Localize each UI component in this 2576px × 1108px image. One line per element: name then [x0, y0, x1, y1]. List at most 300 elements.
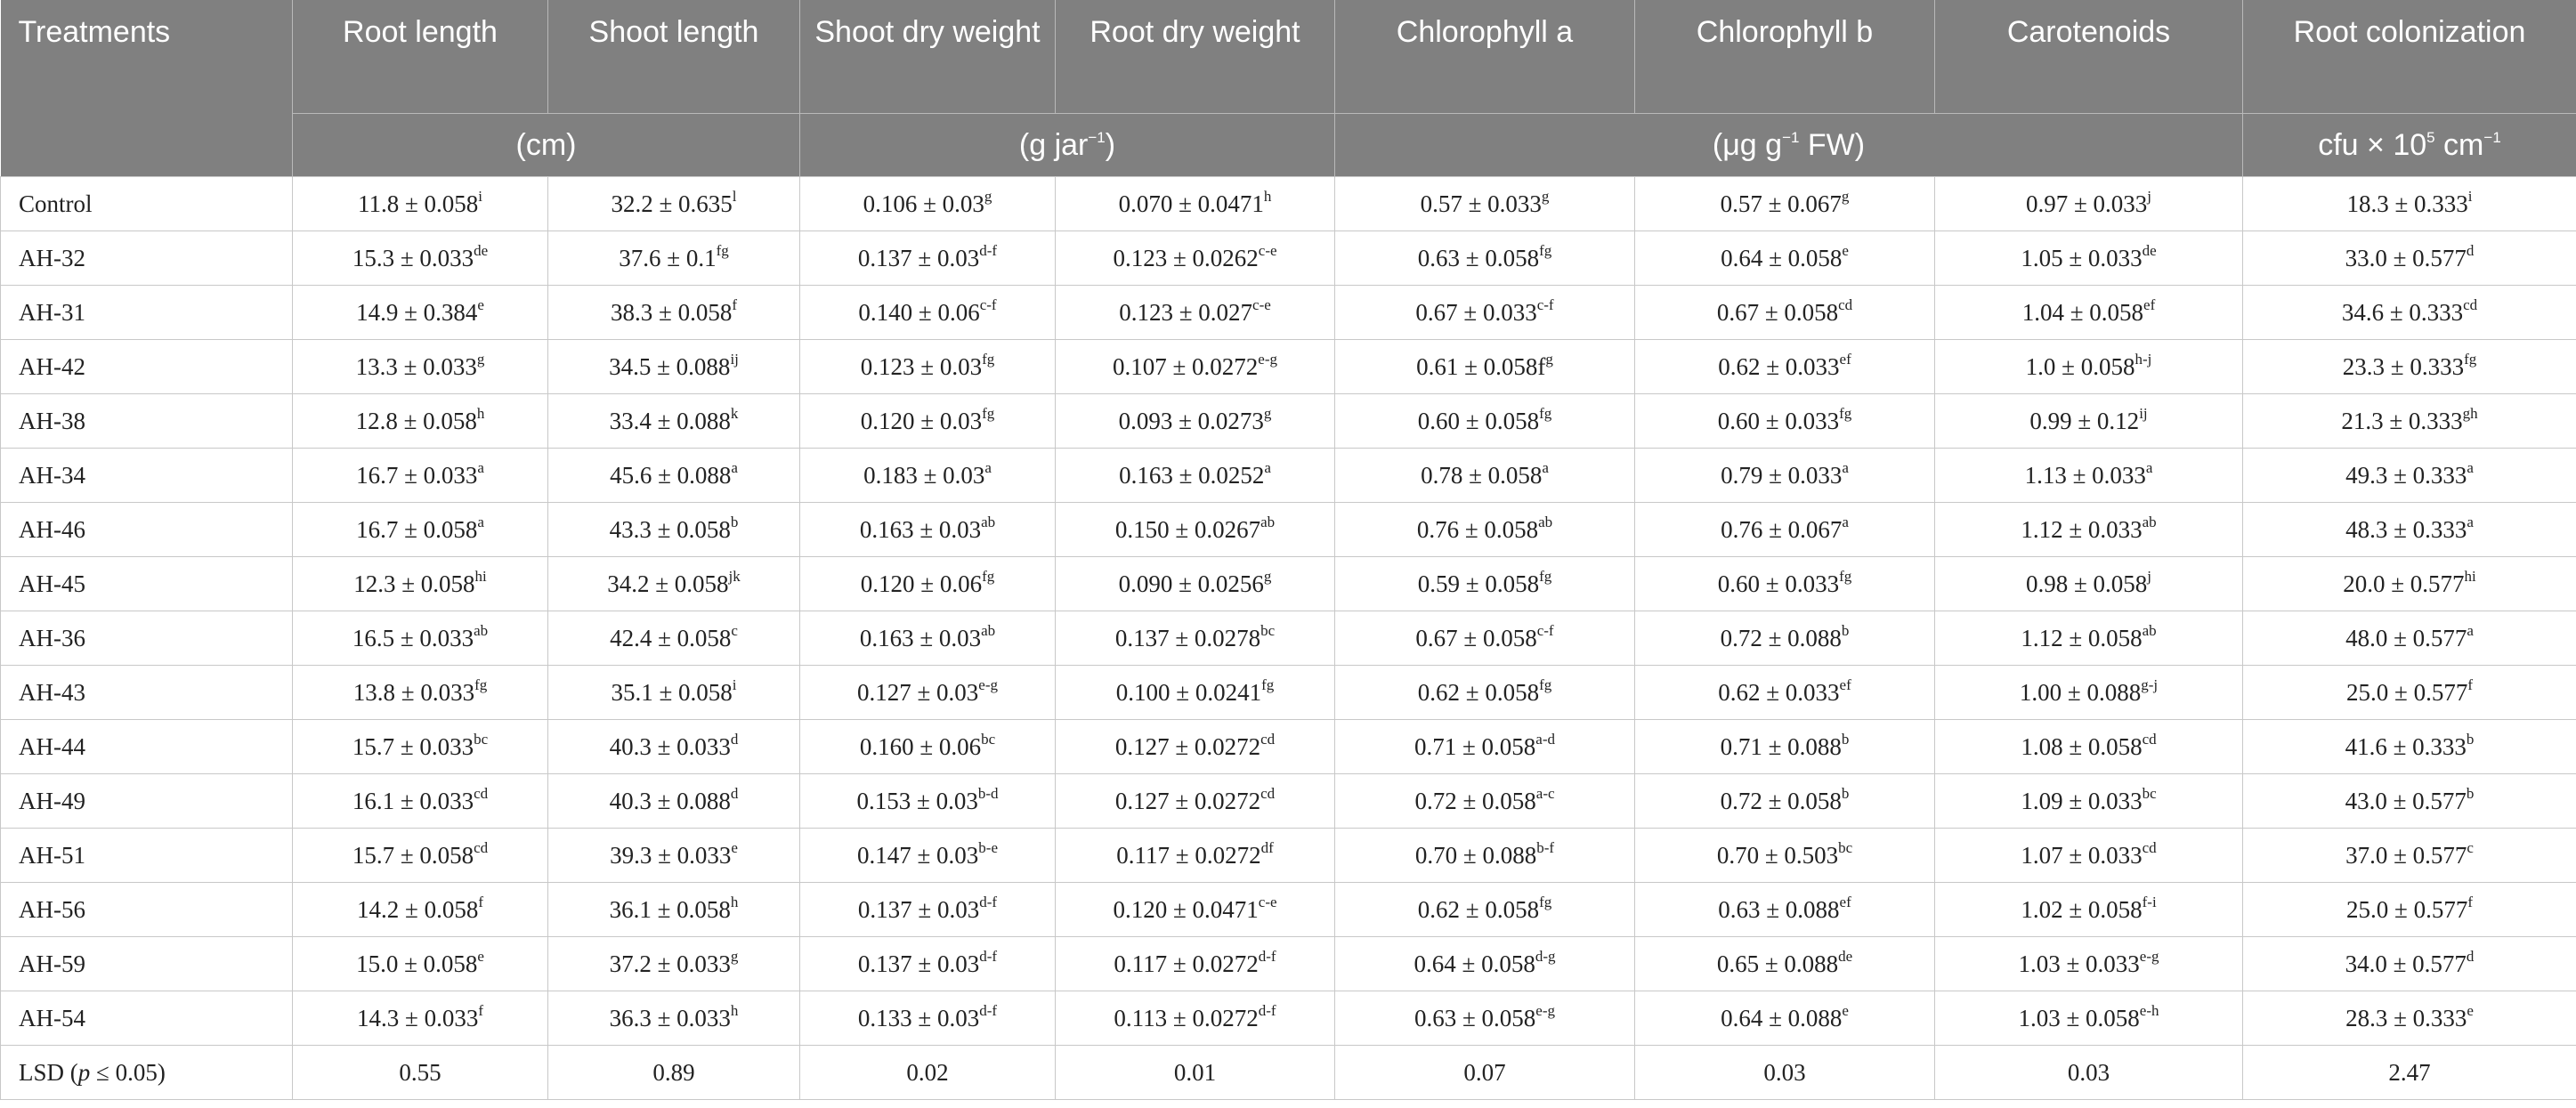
table-cell: [800, 991, 1056, 1046]
significance-letter: c-e: [1258, 893, 1277, 910]
significance-letter: bc: [474, 730, 489, 748]
cell-value: 25.0 ± 0.577: [2346, 895, 2468, 923]
cell-value: 0.65 ± 0.088: [1716, 950, 1839, 977]
significance-letter: g: [984, 187, 992, 205]
cell-value: 35.1 ± 0.058: [611, 678, 733, 706]
table-row: [1, 177, 2576, 231]
significance-letter: c-f: [979, 295, 997, 313]
unit-colonization: cfu × $10^5$ $cm^{-1}$: [2243, 114, 2576, 177]
treatment-name: AH-46: [1, 503, 293, 557]
significance-letter: fg: [982, 350, 995, 368]
cell-value: 0.70 ± 0.503: [1716, 841, 1839, 869]
cell-value: 0.67 ± 0.033: [1415, 298, 1537, 326]
table-cell: [1056, 557, 1335, 611]
significance-letter: f: [2467, 893, 2473, 910]
cell-value: 38.3 ± 0.058: [611, 298, 733, 326]
significance-letter: g: [1541, 187, 1550, 205]
cell-value: 0.97 ± 0.033: [2025, 190, 2148, 217]
cell-value: 0.127 ± 0.0272: [1114, 732, 1261, 760]
table-cell: [1935, 829, 2243, 883]
cell-value: 0.57 ± 0.033: [1420, 190, 1542, 217]
cell-value: 1.03 ± 0.033: [2018, 950, 2140, 977]
significance-letter: i: [478, 187, 483, 205]
table-cell: [1935, 774, 2243, 829]
cell-value: 1.13 ± 0.033: [2024, 461, 2146, 489]
table-cell: [1635, 231, 1935, 286]
treatment-name: AH-54: [1, 991, 293, 1046]
cell-value: 0.79 ± 0.033: [1721, 461, 1843, 489]
cell-value: 14.9 ± 0.384: [356, 298, 478, 326]
treatment-name: AH-36: [1, 611, 293, 666]
cell-value: 0.64 ± 0.088: [1721, 1004, 1843, 1031]
significance-letter: ef: [1839, 350, 1851, 368]
significance-letter: a: [477, 513, 484, 530]
significance-letter: g: [1545, 350, 1553, 368]
significance-letter: b-d: [977, 784, 999, 802]
cell-value: 0.160 ± 0.06: [859, 732, 982, 760]
cell-value: 0.163 ± 0.03: [859, 515, 982, 543]
table-cell: [1335, 883, 1635, 937]
cell-value: 0.070 ± 0.0471: [1118, 190, 1264, 217]
cell-value: 36.3 ± 0.033: [609, 1004, 731, 1031]
table-row: [1, 611, 2576, 666]
cell-value: 1.0 ± 0.058: [2025, 352, 2135, 380]
significance-letter: g: [1841, 187, 1850, 205]
cell-value: 0.100 ± 0.0241: [1115, 678, 1262, 706]
cell-value: 0.117 ± 0.0272: [1114, 950, 1259, 977]
significance-letter: ab: [2142, 513, 2157, 530]
significance-letter: d-f: [1258, 947, 1276, 965]
table-cell: [1635, 829, 1935, 883]
table-cell: [1935, 720, 2243, 774]
table-cell: [548, 231, 800, 286]
table-cell: [1335, 720, 1635, 774]
table-cell: [800, 231, 1056, 286]
cell-value: 40.3 ± 0.033: [609, 732, 731, 760]
significance-letter: e-g: [978, 675, 999, 693]
cell-value: 0.093 ± 0.0273: [1118, 407, 1264, 434]
cell-value: 32.2 ± 0.635: [611, 190, 733, 217]
table-cell: [293, 557, 548, 611]
table-row: [1, 231, 2576, 286]
significance-letter: d: [730, 730, 739, 748]
table-cell: [548, 557, 800, 611]
table-cell: [800, 340, 1056, 394]
table-cell: [1635, 774, 1935, 829]
cell-value: 0.62 ± 0.033: [1718, 352, 1840, 380]
cell-value: 43.0 ± 0.577: [2345, 787, 2467, 814]
significance-letter: d-g: [1535, 947, 1556, 965]
significance-letter: ab: [981, 621, 996, 639]
cell-value: 0.71 ± 0.058: [1414, 732, 1536, 760]
table-cell: [2243, 720, 2576, 774]
table-cell: [1335, 231, 1635, 286]
significance-letter: ab: [1538, 513, 1553, 530]
table-cell: [293, 286, 548, 340]
table-cell: [1335, 991, 1635, 1046]
unit-length: (cm): [293, 114, 800, 177]
cell-value: 0.150 ± 0.0267: [1114, 515, 1261, 543]
cell-value: 12.8 ± 0.058: [355, 407, 477, 434]
table-cell: [293, 231, 548, 286]
significance-letter: ef: [2143, 295, 2156, 313]
table-cell: [293, 720, 548, 774]
treatment-name: AH-38: [1, 394, 293, 449]
significance-letter: j: [2147, 567, 2152, 585]
cell-value: 0.117 ± 0.0272: [1116, 841, 1261, 869]
table-cell: [548, 340, 800, 394]
significance-letter: a-c: [1535, 784, 1555, 802]
treatment-name: AH-42: [1, 340, 293, 394]
cell-value: 0.59 ± 0.058: [1417, 570, 1540, 597]
significance-letter: b: [1841, 621, 1850, 639]
treatment-name: AH-49: [1, 774, 293, 829]
cell-value: 39.3 ± 0.033: [610, 841, 732, 869]
cell-value: 0.127 ± 0.03: [856, 678, 979, 706]
table-cell: [1935, 286, 2243, 340]
significance-letter: ab: [474, 621, 489, 639]
cell-value: 0.120 ± 0.03: [860, 407, 983, 434]
table-cell: [1056, 720, 1335, 774]
cell-value: 36.1 ± 0.058: [609, 895, 731, 923]
table-cell: [1935, 666, 2243, 720]
table-cell: [1056, 177, 1335, 231]
significance-letter: a: [2467, 513, 2474, 530]
table-cell: [293, 394, 548, 449]
table-cell: [548, 666, 800, 720]
table-cell: [800, 883, 1056, 937]
cell-value: 0.60 ± 0.058: [1417, 407, 1540, 434]
significance-letter: fg: [1539, 675, 1552, 693]
cell-value: 0.107 ± 0.0272: [1112, 352, 1259, 380]
cell-value: 0.140 ± 0.06: [858, 298, 980, 326]
cell-value: 20.0 ± 0.577: [2343, 570, 2465, 597]
column-header-root-colonization: Root colonization: [2243, 0, 2576, 114]
table-row: [1, 883, 2576, 937]
significance-letter: c-e: [1252, 295, 1271, 313]
column-header-treatments: Treatments: [1, 0, 293, 177]
significance-letter: fg: [474, 675, 488, 693]
cell-value: 1.09 ± 0.033: [2021, 787, 2143, 814]
significance-letter: a: [1842, 513, 1849, 530]
significance-letter: d: [730, 784, 739, 802]
cell-value: 48.0 ± 0.577: [2345, 624, 2467, 651]
significance-letter: c-e: [1258, 241, 1277, 259]
cell-value: 45.6 ± 0.088: [610, 461, 732, 489]
cell-value: 23.3 ± 0.333: [2342, 352, 2465, 380]
significance-letter: d-f: [979, 1001, 998, 1019]
table-cell: [1635, 286, 1935, 340]
cell-value: 0.72 ± 0.058: [1414, 787, 1536, 814]
cell-value: 15.3 ± 0.033: [352, 244, 474, 271]
table-cell: [1635, 340, 1935, 394]
significance-letter: ef: [1839, 893, 1851, 910]
treatment-name: AH-31: [1, 286, 293, 340]
table-cell: [293, 666, 548, 720]
table-cell: [1935, 991, 2243, 1046]
cell-value: 1.04 ± 0.058: [2021, 298, 2144, 326]
significance-letter: d-f: [979, 893, 998, 910]
table-cell: [800, 286, 1056, 340]
cell-value: 0.163 ± 0.03: [859, 624, 982, 651]
cell-value: 0.64 ± 0.058: [1721, 244, 1843, 271]
cell-value: 0.120 ± 0.06: [860, 570, 983, 597]
significance-letter: g-j: [2141, 675, 2159, 693]
significance-letter: a: [984, 458, 992, 476]
significance-letter: e: [1842, 241, 1849, 259]
table-cell: [293, 611, 548, 666]
significance-letter: b: [2466, 730, 2475, 748]
table-cell: [548, 991, 800, 1046]
table-cell: [2243, 449, 2576, 503]
table-cell: [800, 394, 1056, 449]
table-cell: [1335, 829, 1635, 883]
significance-letter: ij: [2139, 404, 2148, 422]
significance-letter: i: [732, 675, 737, 693]
cell-value: 1.07 ± 0.033: [2021, 841, 2143, 869]
table-cell: [1635, 883, 1935, 937]
significance-letter: bc: [1838, 838, 1853, 856]
significance-letter: f: [478, 893, 483, 910]
cell-value: 0.127 ± 0.0272: [1114, 787, 1261, 814]
significance-letter: g: [1263, 404, 1272, 422]
table-cell: [1935, 394, 2243, 449]
significance-letter: bc: [1260, 621, 1276, 639]
table-cell: [1935, 340, 2243, 394]
table-cell: [2243, 666, 2576, 720]
significance-letter: e-g: [2139, 947, 2159, 965]
table-cell: [1935, 937, 2243, 991]
significance-letter: cd: [2463, 295, 2478, 313]
cell-value: 0.71 ± 0.088: [1720, 732, 1842, 760]
table-cell: [1935, 231, 2243, 286]
table-cell: [1935, 883, 2243, 937]
cell-value: 16.7 ± 0.033: [356, 461, 478, 489]
significance-letter: c: [731, 621, 738, 639]
table-cell: [548, 774, 800, 829]
table-cell: [2243, 177, 2576, 231]
cell-value: 15.0 ± 0.058: [356, 950, 478, 977]
significance-letter: gh: [2462, 404, 2478, 422]
table-cell: [2243, 611, 2576, 666]
significance-letter: e-h: [2139, 1001, 2159, 1019]
significance-letter: e: [1842, 1001, 1849, 1019]
cell-value: 0.123 ± 0.027: [1119, 298, 1253, 326]
table-cell: [1335, 177, 1635, 231]
cell-value: 1.05 ± 0.033: [2021, 244, 2143, 271]
table-cell: [800, 449, 1056, 503]
cell-value: 0.62 ± 0.033: [1718, 678, 1840, 706]
cell-value: 34.2 ± 0.058: [607, 570, 729, 597]
treatment-name: AH-32: [1, 231, 293, 286]
table-cell: [1056, 937, 1335, 991]
table-row: [1, 340, 2576, 394]
cell-value: 33.0 ± 0.577: [2345, 244, 2467, 271]
significance-letter: d: [2466, 947, 2475, 965]
column-header-shoot-dry-weight: Shoot dry weight: [800, 0, 1056, 114]
treatment-name: AH-43: [1, 666, 293, 720]
significance-letter: c-f: [1536, 621, 1554, 639]
cell-value: 18.3 ± 0.333: [2346, 190, 2468, 217]
table-cell: [548, 286, 800, 340]
table-cell: [293, 883, 548, 937]
table-cell: [1635, 937, 1935, 991]
significance-letter: jk: [728, 567, 741, 585]
cell-value: 16.1 ± 0.033: [352, 787, 474, 814]
table-cell: [1056, 394, 1335, 449]
column-header-chlorophyll-a: Chlorophyll a: [1335, 0, 1635, 114]
significance-letter: e: [2467, 1001, 2474, 1019]
cell-value: 0.137 ± 0.0278: [1114, 624, 1261, 651]
table-cell: [1335, 937, 1635, 991]
cell-value: 0.67 ± 0.058: [1716, 298, 1839, 326]
table-cell: [2243, 231, 2576, 286]
significance-letter: d-f: [979, 241, 998, 259]
lsd-value: 0.55: [293, 1046, 548, 1100]
cell-value: 37.0 ± 0.577: [2345, 841, 2467, 869]
table-cell: [1056, 231, 1335, 286]
cell-value: 0.113 ± 0.0272: [1114, 1004, 1259, 1031]
table-cell: [1335, 503, 1635, 557]
table-cell: [1335, 340, 1635, 394]
significance-letter: ab: [981, 513, 996, 530]
significance-letter: a: [731, 458, 738, 476]
table-cell: [800, 829, 1056, 883]
cell-value: 0.62 ± 0.058: [1417, 678, 1540, 706]
cell-value: 1.02 ± 0.058: [2021, 895, 2143, 923]
significance-letter: b: [1841, 784, 1850, 802]
significance-letter: b: [1841, 730, 1850, 748]
cell-value: 0.76 ± 0.058: [1416, 515, 1539, 543]
cell-value: 0.090 ± 0.0256: [1118, 570, 1264, 597]
cell-value: 0.72 ± 0.088: [1720, 624, 1842, 651]
table-cell: [548, 394, 800, 449]
table-row: [1, 829, 2576, 883]
significance-letter: d: [2466, 241, 2475, 259]
cell-value: 48.3 ± 0.333: [2345, 515, 2467, 543]
cell-value: 0.57 ± 0.067: [1720, 190, 1842, 217]
significance-letter: ij: [730, 350, 739, 368]
table-cell: [293, 829, 548, 883]
cell-value: 1.12 ± 0.058: [2021, 624, 2143, 651]
table-cell: [800, 774, 1056, 829]
table-cell: [800, 666, 1056, 720]
significance-letter: k: [730, 404, 739, 422]
cell-value: 12.3 ± 0.058: [353, 570, 475, 597]
treatment-name: AH-51: [1, 829, 293, 883]
significance-letter: cd: [1260, 784, 1276, 802]
table-cell: [1056, 286, 1335, 340]
significance-letter: a: [2467, 621, 2474, 639]
significance-letter: h: [1263, 187, 1272, 205]
cell-value: 14.2 ± 0.058: [357, 895, 479, 923]
table-cell: [800, 503, 1056, 557]
table-cell: [1335, 557, 1635, 611]
significance-letter: b-f: [1536, 838, 1555, 856]
significance-letter: i: [2467, 187, 2473, 205]
table-body: [1, 177, 2576, 1100]
significance-letter: c: [2467, 838, 2474, 856]
table-cell: [548, 611, 800, 666]
table-cell: [1635, 611, 1935, 666]
table-cell: [2243, 394, 2576, 449]
table-cell: [548, 503, 800, 557]
cell-value: 21.3 ± 0.333: [2341, 407, 2463, 434]
significance-letter: h: [730, 893, 739, 910]
treatment-name: AH-59: [1, 937, 293, 991]
significance-letter: h: [476, 404, 485, 422]
table-cell: [1935, 503, 2243, 557]
table-cell: [1935, 449, 2243, 503]
table-cell: [1635, 503, 1935, 557]
significance-letter: e: [477, 947, 484, 965]
significance-letter: a: [2467, 458, 2474, 476]
significance-letter: fg: [1839, 567, 1852, 585]
table-row: [1, 503, 2576, 557]
unit-weight: (g jar$^{-1}$): [800, 114, 1335, 177]
cell-value: 34.0 ± 0.577: [2345, 950, 2467, 977]
cell-value: 0.60 ± 0.033: [1717, 570, 1840, 597]
cell-value: 0.183 ± 0.03: [863, 461, 985, 489]
cell-value: 0.76 ± 0.067: [1721, 515, 1843, 543]
table-cell: [1056, 340, 1335, 394]
cell-value: 16.7 ± 0.058: [356, 515, 478, 543]
cell-value: 0.106 ± 0.03: [863, 190, 984, 217]
table-cell: [1335, 449, 1635, 503]
significance-letter: h: [730, 1001, 739, 1019]
table-row: [1, 557, 2576, 611]
cell-value: 41.6 ± 0.333: [2345, 732, 2467, 760]
table-cell: [1335, 286, 1635, 340]
significance-letter: e-g: [1258, 350, 1278, 368]
cell-value: 0.123 ± 0.03: [860, 352, 983, 380]
table-cell: [1056, 666, 1335, 720]
significance-letter: cd: [1260, 730, 1276, 748]
lsd-value: 0.01: [1056, 1046, 1335, 1100]
treatment-name: AH-34: [1, 449, 293, 503]
table-cell: [548, 720, 800, 774]
cell-value: 40.3 ± 0.088: [609, 787, 731, 814]
table-cell: [800, 557, 1056, 611]
table-cell: [1635, 666, 1935, 720]
significance-letter: fg: [1539, 404, 1552, 422]
significance-letter: cd: [2142, 730, 2157, 748]
cell-value: 0.137 ± 0.03: [857, 895, 980, 923]
table-cell: [1056, 449, 1335, 503]
significance-letter: df: [1260, 838, 1274, 856]
cell-value: 0.99 ± 0.12: [2029, 407, 2140, 434]
significance-letter: bc: [2142, 784, 2157, 802]
cell-value: 0.153 ± 0.03: [856, 787, 978, 814]
lsd-value: 0.89: [548, 1046, 800, 1100]
significance-letter: f: [732, 295, 737, 313]
table-cell: [2243, 937, 2576, 991]
table-row: [1, 394, 2576, 449]
unit-pigment: (μg $g^{-1}$ FW): [1335, 114, 2243, 177]
table-row: [1, 991, 2576, 1046]
significance-letter: b: [2466, 784, 2475, 802]
cell-value: 42.4 ± 0.058: [610, 624, 732, 651]
significance-letter: d-f: [979, 947, 998, 965]
cell-value: 0.64 ± 0.058: [1414, 950, 1535, 977]
table-cell: [293, 937, 548, 991]
cell-value: 37.2 ± 0.033: [609, 950, 731, 977]
significance-letter: hi: [2464, 567, 2476, 585]
table-cell: [800, 611, 1056, 666]
table-cell: [2243, 774, 2576, 829]
cell-value: 1.00 ± 0.088: [2019, 678, 2142, 706]
significance-letter: fg: [1539, 893, 1552, 910]
